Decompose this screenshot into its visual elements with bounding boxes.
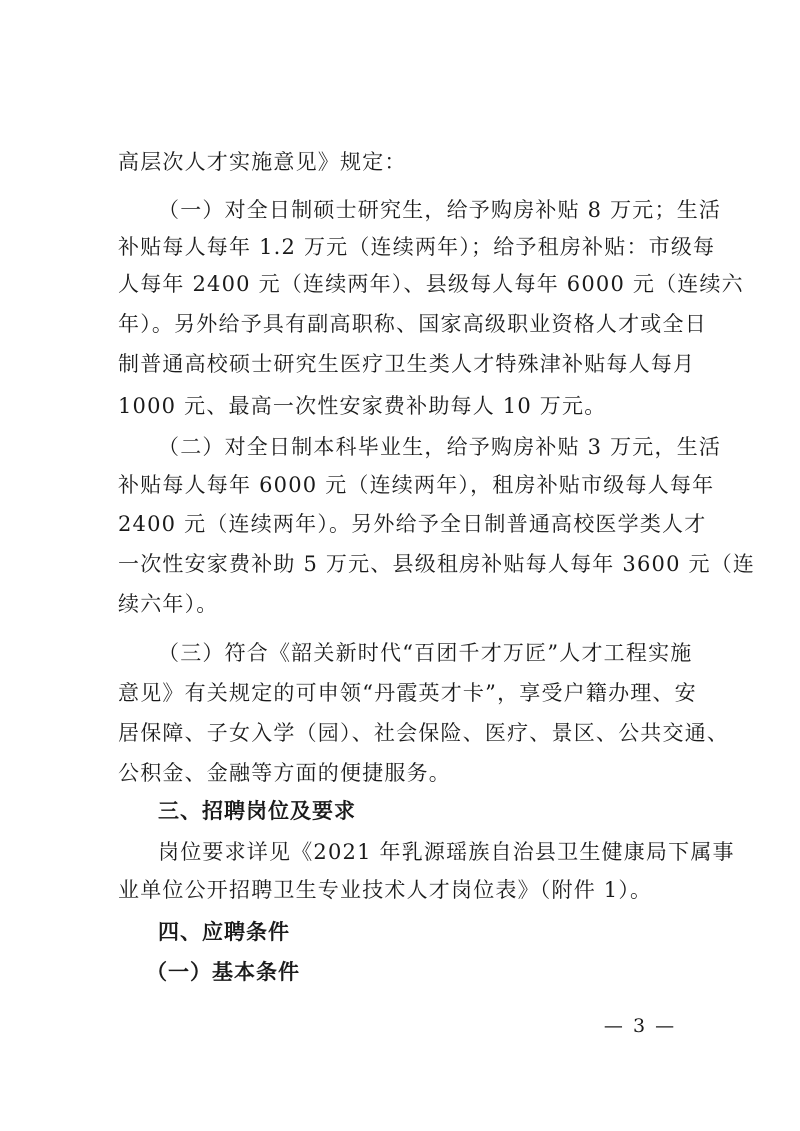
text-line: 补贴每人每年 6000 元（连续两年），租房补贴市级每人每年 bbox=[118, 473, 715, 497]
text-line: 一次性安家费补助 5 万元、县级租房补贴每人每年 3600 元（连 bbox=[118, 552, 756, 576]
text-line: 2400 元（连续两年）。另外给予全日制普通高校医学类人才 bbox=[118, 512, 707, 536]
page-number: — 3 — bbox=[603, 1015, 677, 1037]
text-line: 居保障、子女入学（园）、社会保险、医疗、景区、公共交通、 bbox=[118, 721, 730, 745]
text-line: 业单位公开招聘卫生专业技术人才岗位表》（附件 1）。 bbox=[118, 878, 653, 902]
section-heading-4: 四、应聘条件 bbox=[158, 920, 290, 944]
subsection-heading: （一）基本条件 bbox=[146, 960, 300, 984]
section-heading-3: 三、招聘岗位及要求 bbox=[158, 799, 356, 823]
text-line: （三）符合《韶关新时代“百团千才万匠”人才工程实施 bbox=[158, 641, 693, 665]
text-line: 意见》有关规定的可申领“丹霞英才卡”，享受户籍办理、安 bbox=[118, 681, 697, 705]
text-line: 制普通高校硕士研究生医疗卫生类人才特殊津补贴每人每月 bbox=[118, 352, 696, 376]
text-line: 1000 元、最高一次性安家费补助每人 10 万元。 bbox=[118, 394, 607, 418]
text-line: （二）对全日制本科毕业生，给予购房补贴 3 万元，生活 bbox=[158, 435, 722, 459]
text-line: 高层次人才实施意见》规定： bbox=[118, 150, 407, 174]
text-line: 续六年）。 bbox=[118, 592, 219, 616]
text-line: 年）。另外给予具有副高职称、国家高级职业资格人才或全日 bbox=[118, 312, 707, 336]
text-line: 人每年 2400 元（连续两年）、县级每人每年 6000 元（连续六 bbox=[118, 272, 744, 296]
text-line: 补贴每人每年 1.2 万元（连续两年）；给予租房补贴：市级每 bbox=[118, 235, 716, 259]
text-line: 岗位要求详见《2021 年乳源瑶族自治县卫生健康局下属事 bbox=[158, 840, 735, 864]
text-line: 公积金、金融等方面的便捷服务。 bbox=[118, 761, 451, 785]
text-line: （一）对全日制硕士研究生，给予购房补贴 8 万元；生活 bbox=[158, 198, 722, 222]
